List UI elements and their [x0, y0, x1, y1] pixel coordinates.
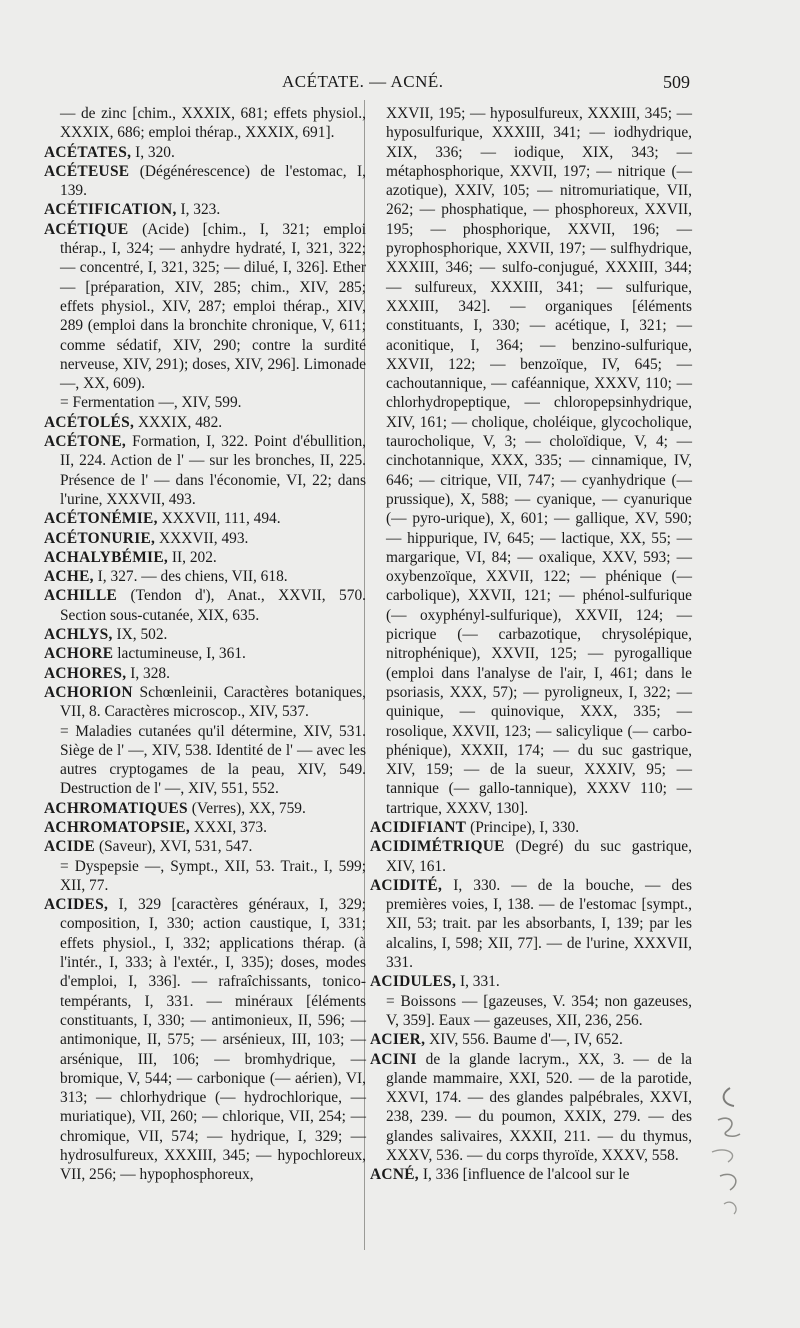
index-entry [370, 972, 692, 991]
entry-text: I, 329 [caractères généraux, I, 329; composition, I, 330; action caustique, I, 331; effets physiol., I, 332; applications thérap. (à l'intér., I, 333; à l'extér., I, 335); doses, modes d'emploi, I, 336]. — rafraîchissants, tonico-tempérants, I, 331. — minéraux [éléments constituants, I, 330; — antimonieux, II, 596; — antimonique, II, 575; — arsénieux, III, 103; — arsénique, III, 106; — bromhydrique, — bromique, V, 544; — carbonique (— aérien), VI, 313; — chlorhydrique (— hydrochlorique, — muriatique), VII, 260; — chlorique, VII, 254; — chromique, VII, 574; — hydrique, I, 329; — hydrosulfureux, XXXIII, 345; — hypochloreux, VII, 256; — hypophosphoreux, [60, 896, 366, 1184]
entry-text: (Acide) [chim., I, 321; emploi thérap., I, 324; — anhydre hydraté, I, 321, 322; — concentré, I, 321, 325; — dilué, I, 326]. Ether — [préparation, XIV, 285; chim., XIV, 285; effets physiol., XIV, 287; emploi thérap., XIV, 289 (emploi dans la bronchite chronique, V, 611; comme sédatif, XIV, 290; contre la surdité nerveuse, XIV, 291); doses, XIV, 296]. Limonade —, XX, 609). [60, 220, 366, 393]
entry-headword: ACÉTIFICATION, [44, 201, 177, 219]
index-entry [44, 432, 366, 509]
entry-text: I, 320. [131, 143, 175, 161]
entry-text: (Principe), I, 330. [466, 818, 580, 836]
entry-text: (Degré) du suc gastrique, XIV, 161. [386, 838, 692, 875]
index-entry [44, 625, 366, 644]
running-title: ACÉTATE. — ACNÉ. [282, 72, 444, 91]
entry-text: de la glande lacrym., XX, 3. — de la glande mammaire, XXI, 520. — de la parotide, XXVI, 174. — des glandes palpébrales, XXVI, 238, 239. — du poumon, XXIX, 279. — des glandes salivaires, XXXII, 211. — du thymus, XXXV, 536. — du corps thyroïde, XXXV, 558. [386, 1050, 692, 1165]
index-entry [44, 895, 366, 1184]
entry-headword: ACIDIMÉTRIQUE [370, 838, 505, 856]
index-entry [370, 104, 692, 818]
entry-headword: ACÉTONURIE, [44, 529, 156, 547]
entry-headword: ACÉTATES, [44, 143, 132, 161]
entry-headword: ACÉTOLÉS, [44, 413, 135, 431]
index-entry [44, 857, 366, 896]
index-entry [370, 876, 692, 972]
page-header [0, 72, 800, 102]
index-entry [44, 509, 366, 528]
index-entry [370, 837, 692, 876]
entry-headword: ACHLYS, [44, 626, 113, 644]
index-entry [370, 818, 692, 837]
entry-text: Schœnleinii, Caractères botaniques, VII, 8. Caractères microscop., XIV, 537. [60, 683, 366, 721]
entry-headword: ACHORION [44, 683, 133, 701]
entry-headword: ACHILLE [44, 587, 118, 605]
entry-headword: ACIER, [370, 1031, 426, 1049]
entry-headword: ACHROMATIQUES [44, 799, 188, 817]
entry-text: I, 330. — de la bouche, — des premières voies, I, 138. — de l'estomac [sympt., XII, 53; trait. par les absorbants, I, 139; par les alcalins, I, 598; XII, 77]. — de l'urine, XXXVII, 331. [386, 876, 692, 972]
entry-text: XXXI, 373. [190, 818, 267, 836]
entry-headword: ACHALYBÉMIE, [44, 548, 169, 566]
index-entry [44, 200, 366, 219]
entry-headword: ACHE, [44, 568, 94, 586]
entry-headword: ACÉTONÉMIE, [44, 510, 158, 528]
entry-text: (Tendon d'), Anat., XXVII, 570. Section sous-cutanée, XIX, 635. [60, 587, 366, 624]
entry-text: XXXVII, 111, 494. [157, 510, 281, 528]
entry-text: I, 327. — des chiens, VII, 618. [93, 568, 288, 586]
entry-text: lactumineuse, I, 361. [113, 645, 246, 663]
entry-text: (Saveur), XVI, 531, 547. [95, 838, 253, 856]
index-entry [44, 143, 366, 162]
entry-headword: ACIDES, [44, 896, 109, 914]
index-entry [44, 586, 366, 625]
index-entry [370, 1050, 692, 1166]
left-column [44, 104, 366, 1185]
entry-text: (Verres), XX, 759. [187, 799, 306, 817]
index-entry [44, 799, 366, 818]
index-entry [44, 683, 366, 722]
entry-headword: ACIDIFIANT [370, 818, 467, 836]
index-entry [44, 837, 366, 856]
entry-text: — de zinc [chim., XXXIX, 681; effets physiol., XXXIX, 686; emploi thérap., XXXIX, 691]. [60, 105, 366, 142]
index-entry [44, 818, 366, 837]
index-entry [44, 162, 366, 201]
right-column [370, 104, 692, 1185]
entry-text: I, 328. [126, 664, 170, 682]
index-entry [44, 664, 366, 683]
index-entry [44, 567, 366, 586]
entry-text: Formation, I, 322. Point d'ébullition, II, 224. Action de l' — sur les bronches, II, 225. Présence de l' — dans l'économie, VI, 22; dans l'urine, XXXVII, 493. [60, 433, 366, 508]
index-entry [370, 1030, 692, 1049]
index-entry [44, 644, 366, 663]
entry-text: = Dyspepsie —, Sympt., XII, 53. Trait., I, 599; XII, 77. [60, 857, 366, 894]
entry-headword: ACIDULES, [370, 973, 457, 991]
entry-text: I, 331. [456, 973, 500, 991]
entry-text: XXVII, 195; — hyposulfureux, XXXIII, 345; — hyposulfurique, XXXIII, 341; — iodhydrique, XIX, 336; — iodique, XIX, 343; — métaphosphorique, XXVII, 197; — nitrique (— azotique), XXIV, 105; — nitromuriatique, VII, 262; — phosphatique, — phosphoreux, XXVII, 195; — phosphorique, XXVII, 196; — pyrophosphorique, XXVII, 197; — sulfhydrique, XXXIII, 346; — sulfo-conjugué, XXXIII, 344; — sulfureux, XXXIII, 341; — sulfurique, XXXIII, 342]. — organiques [éléments constituants, I, 330; — acétique, I, 321; — aconitique, I, 364; — benzino-sulfurique, XXVII, 122; — benzoïque, IV, 645; — cachoutannique, — caféannique, XXXV, 110; — chlorhydropeptique, — chloropepsinhydrique, XIV, 161; — cholique, choléique, glycocholique, taurocholique, V, 3; — choloïdique, V, 4; — cinchotannique, XXX, 335; — cinnamique, IV, 646; — citrique, VII, 747; — cyanhydrique (— prussique), X, 588; — cyanique, — cyanurique (— pyro-urique), X, 601; — gallique, XV, 590; — hippurique, IV, 645; — lactique, XX, 55; — margarique, VI, 84; — oxalique, XXV, 593; — oxybenzoïque, XXVII, 122; — phénique (— carbolique), XXVII, 121; — phénol-sulfurique (— oxyphényl-sulfurique), XXVII, 124; — picrique (— carbazotique, chrysolépique, nitrophénique), XXVII, 125; — pyrogallique (emploi dans l'analyse de l'air, I, 461; dans le psoriasis, XXX, 57); — pyroligneux, I, 322; — quinique, — quinovique, XXX, 335; — rosolique, XXVII, 123; — salicylique (— carbo-phénique), XXXII, 174; — du suc gastrique, XIV, 159; — de la sueur, XXXIV, 95; — tannique (— gallo-tannique), XXXV 110; — tartrique, XXXV, 130]. [386, 105, 692, 817]
index-entry [44, 104, 366, 143]
entry-text: = Maladies cutanées qu'il détermine, XIV, 531. Siège de l' —, XIV, 538. Identité de l' — avec les autres cryptogames de la peau, XIV, 549. Destruction de l' —, XIV, 551, 552. [60, 722, 366, 798]
entry-headword: ACIDE [44, 838, 96, 856]
entry-text: XIV, 556. Baume d'—, IV, 652. [425, 1031, 623, 1049]
entry-text: XXXIX, 482. [134, 413, 223, 431]
entry-text: = Boissons — [gazeuses, V. 354; non gazeuses, V, 359]. Eaux — gazeuses, XII, 236, 256. [386, 992, 692, 1029]
entry-headword: ACHROMATOPSIE, [44, 818, 191, 836]
entry-text: (Dégénérescence) de l'estomac, I, 139. [60, 162, 366, 200]
entry-text: I, 336 [influence de l'alcool sur le [418, 1166, 630, 1184]
entry-text: IX, 502. [112, 626, 168, 644]
index-entry [370, 1165, 692, 1184]
entry-headword: ACHORE [44, 645, 114, 663]
index-entry [44, 722, 366, 799]
entry-text: = Fermentation —, XIV, 599. [60, 394, 242, 412]
entry-text: II, 202. [168, 548, 217, 566]
handwritten-margin-marks [700, 1080, 760, 1220]
page-number: 509 [663, 72, 690, 92]
entry-headword: ACNÉ, [370, 1166, 419, 1184]
index-entry [44, 220, 366, 394]
entry-text: I, 323. [176, 201, 221, 219]
entry-headword: ACÉTEUSE [44, 162, 130, 180]
entry-headword: ACHORES, [44, 664, 127, 682]
index-entry [44, 548, 366, 567]
index-entry [44, 393, 366, 412]
entry-headword: ACINI [370, 1050, 417, 1068]
entry-headword: ACÉTIQUE [44, 220, 129, 238]
index-entry [44, 413, 366, 432]
entry-headword: ACIDITÉ, [370, 876, 443, 894]
index-entry [44, 529, 366, 548]
index-entry [370, 992, 692, 1031]
entry-text: XXXVII, 493. [155, 529, 249, 547]
entry-headword: ACÉTONE, [44, 433, 127, 451]
